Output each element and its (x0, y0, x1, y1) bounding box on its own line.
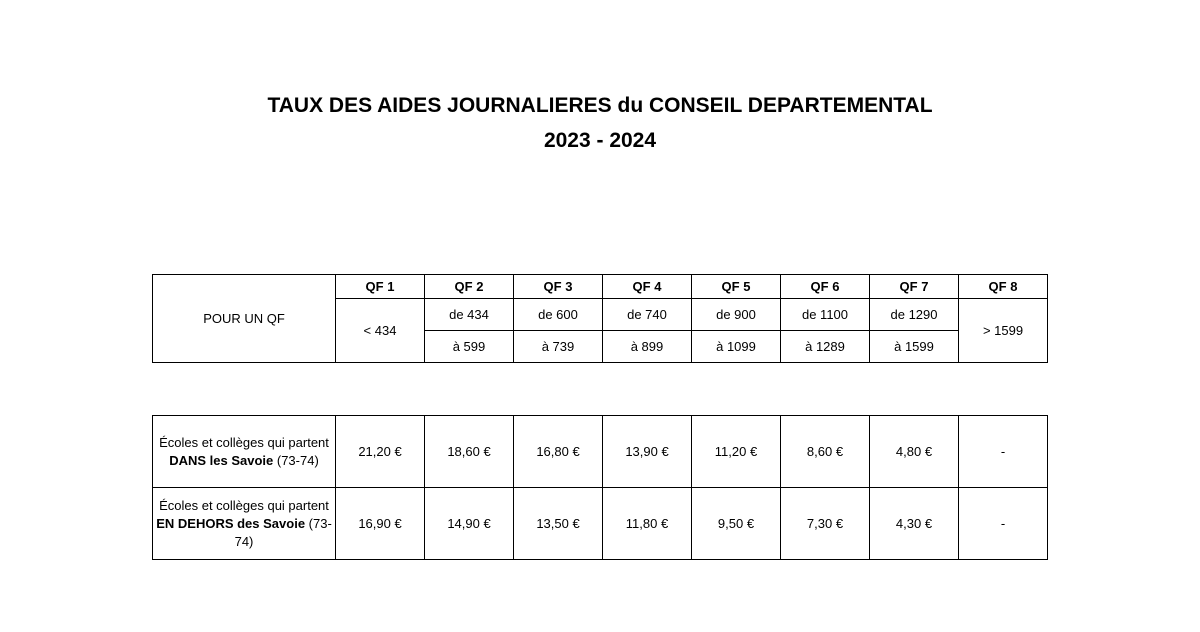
rate-cell: - (959, 488, 1048, 560)
qf-range-to: à 599 (425, 331, 514, 363)
label-emphasis: DANS les Savoie (169, 452, 274, 468)
rate-cell: 11,20 € (692, 416, 781, 488)
qf-range-from: de 900 (692, 299, 781, 331)
rate-cell: 14,90 € (425, 488, 514, 560)
rate-cell: 16,90 € (336, 488, 425, 560)
qf-header: QF 2 (425, 275, 514, 299)
rate-cell: 18,60 € (425, 416, 514, 488)
qf-range-to: à 1099 (692, 331, 781, 363)
rate-row-label (153, 416, 336, 488)
qf-header: QF 1 (336, 275, 425, 299)
rates-table (152, 415, 1048, 560)
rate-cell: 4,80 € (870, 416, 959, 488)
rate-cell: - (959, 416, 1048, 488)
qf-range-from: de 1100 (781, 299, 870, 331)
qf-header: QF 8 (959, 275, 1048, 299)
qf-header: QF 7 (870, 275, 959, 299)
qf-range-from: de 1290 (870, 299, 959, 331)
rate-cell: 21,20 € (336, 416, 425, 488)
qf-header: QF 3 (514, 275, 603, 299)
qf-header: QF 4 (603, 275, 692, 299)
qf-range-from: de 600 (514, 299, 603, 331)
label-text: (73-74) (273, 452, 319, 468)
rate-cell: 7,30 € (781, 488, 870, 560)
rate-cell: 16,80 € (514, 416, 603, 488)
label-emphasis: EN DEHORS des Savoie (156, 515, 306, 531)
qf-range-to: à 899 (603, 331, 692, 363)
rate-cell: 13,90 € (603, 416, 692, 488)
rate-cell: 11,80 € (603, 488, 692, 560)
qf-header: QF 6 (781, 275, 870, 299)
qf-range-from: de 434 (425, 299, 514, 331)
label-text: Écoles et collèges qui partent (159, 434, 329, 450)
rate-cell: 4,30 € (870, 488, 959, 560)
rate-row-label (153, 488, 336, 560)
rate-cell: 9,50 € (692, 488, 781, 560)
qf-row-label: POUR UN QF (153, 275, 336, 363)
qf-table (152, 274, 1048, 363)
document-year: 2023 - 2024 (543, 129, 657, 152)
qf-range-to: à 1289 (781, 331, 870, 363)
label-text: Écoles et collèges qui partent (159, 497, 329, 513)
qf-header: QF 5 (692, 275, 781, 299)
label-text: (73-74) (234, 515, 332, 549)
rate-row-en-dehors (153, 488, 1048, 560)
rate-row-dans (153, 416, 1048, 488)
qf-range-from: de 740 (603, 299, 692, 331)
rate-cell: 8,60 € (781, 416, 870, 488)
qf1-range: < 434 (336, 299, 425, 363)
rate-cell: 13,50 € (514, 488, 603, 560)
document-title: TAUX DES AIDES JOURNALIERES du CONSEIL DEPARTEMENTAL (267, 94, 933, 117)
qf-range-to: à 1599 (870, 331, 959, 363)
qf-range-to: à 739 (514, 331, 603, 363)
qf8-range: > 1599 (959, 299, 1048, 363)
